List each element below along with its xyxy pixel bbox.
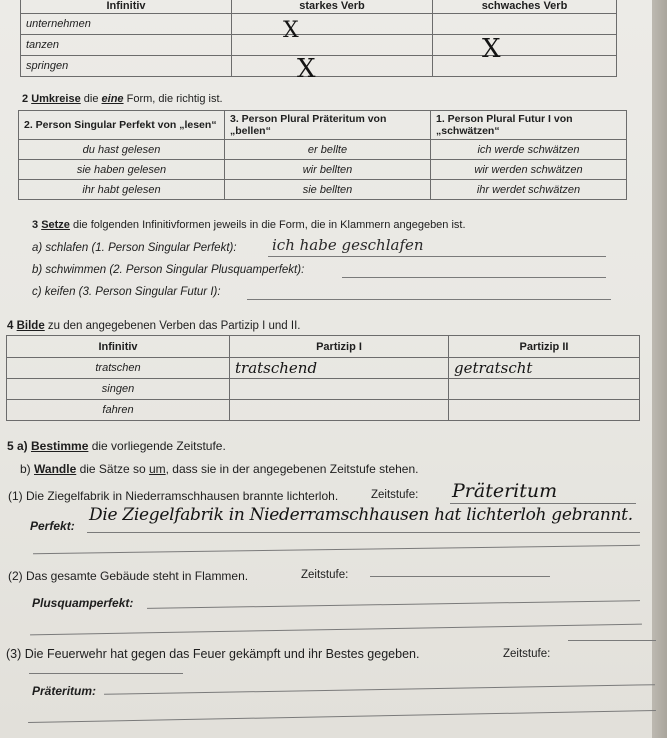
table-cell: unternehmen	[21, 14, 232, 35]
answer-line[interactable]	[568, 640, 656, 641]
table-cell: tanzen	[21, 35, 232, 56]
instruction-text: die	[80, 93, 102, 105]
col-header-bellen: 3. Person Plural Präteritum von „bellen“	[225, 111, 431, 140]
option-cell[interactable]: wir werden schwätzen	[431, 160, 627, 180]
instruction-text: die Sätze so	[76, 462, 149, 476]
answer-cell[interactable]	[230, 379, 449, 400]
perfekt-label: Perfekt:	[30, 519, 75, 533]
exercise-2-instruction	[22, 93, 223, 105]
option-cell[interactable]: sie bellten	[225, 180, 431, 200]
col-header-partizip-2: Partizip II	[449, 336, 640, 358]
exercise-number: 2	[22, 93, 29, 105]
instruction-verb: Wandle	[34, 462, 77, 476]
exercise-5b-instruction	[20, 462, 418, 476]
zeitstufe-answer[interactable]: Präteritum	[452, 480, 558, 502]
table-cell: fahren	[7, 400, 230, 421]
table-cell[interactable]	[433, 14, 617, 35]
cross-mark-springen: X	[297, 54, 316, 84]
exercise-4-instruction	[7, 320, 300, 332]
exercise-5a-instruction	[7, 439, 226, 453]
table-cell[interactable]	[433, 56, 617, 77]
praeteritum-label: Präteritum:	[32, 684, 97, 698]
sentence-3: (3) Die Feuerwehr hat gegen das Feuer gekämpft und ihr Bestes gegeben.	[6, 647, 420, 661]
table-cell[interactable]	[232, 56, 433, 77]
instruction-text: , dass sie in der angegebenen Zeitstufe stehen.	[165, 462, 419, 476]
col-header-strong: starkes Verb	[232, 0, 433, 14]
answer-cell[interactable]: getratscht	[449, 358, 640, 379]
instruction-verb: Setze	[41, 219, 70, 231]
item-c-label: c) keifen (3. Person Singular Futur I):	[32, 286, 221, 298]
perfekt-answer[interactable]: Die Ziegelfabrik in Niederramschhausen hat lichterloh gebrannt.	[89, 505, 633, 525]
answer-line	[268, 256, 606, 257]
answer-cell[interactable]: tratschend	[230, 358, 449, 379]
table-cell: singen	[7, 379, 230, 400]
instruction-emphasis: um	[148, 462, 166, 476]
exercise-label: b)	[20, 462, 35, 476]
answer-line	[29, 673, 183, 674]
option-cell[interactable]: sie haben gelesen	[19, 160, 225, 180]
answer-line	[450, 503, 636, 504]
item-a-label: a) schlafen (1. Person Singular Perfekt):	[32, 242, 237, 254]
cross-mark-unternehmen: X	[283, 18, 299, 43]
zeitstufe-label: Zeitstufe:	[503, 648, 551, 660]
col-header-lesen: 2. Person Singular Perfekt von „lesen“	[19, 111, 225, 140]
answer-cell[interactable]	[449, 400, 640, 421]
option-cell[interactable]: wir bellten	[225, 160, 431, 180]
zeitstufe-label: Zeitstufe:	[371, 489, 419, 501]
page-edge	[652, 0, 667, 738]
plusquamperfekt-label: Plusquamperfekt:	[32, 596, 134, 610]
verb-type-table	[20, 0, 617, 77]
table-cell[interactable]	[232, 35, 433, 56]
item-b-label: b) schwimmen (2. Person Singular Plusquamperfekt):	[32, 264, 305, 276]
option-cell[interactable]: ich werde schwätzen	[431, 140, 627, 160]
exercise-number: 4	[7, 320, 14, 332]
instruction-text: die folgenden Infinitivformen jeweils in die Form, die in Klammern angegeben ist.	[69, 219, 466, 231]
sentence-2: (2) Das gesamte Gebäude steht in Flammen.	[8, 569, 249, 583]
instruction-text: Form, die richtig ist.	[123, 93, 223, 105]
answer-cell[interactable]	[449, 379, 640, 400]
col-header-weak: schwaches Verb	[433, 0, 617, 14]
option-cell[interactable]: er bellte	[225, 140, 431, 160]
table-cell: springen	[21, 56, 232, 77]
instruction-emphasis: eine	[101, 93, 124, 105]
table-cell[interactable]	[433, 35, 617, 56]
participle-table	[6, 335, 640, 421]
exercise-3-instruction	[32, 219, 466, 231]
zeitstufe-label: Zeitstufe:	[301, 569, 349, 581]
instruction-verb: Bilde	[16, 320, 45, 332]
table-cell[interactable]	[232, 14, 433, 35]
instruction-verb: Umkreise	[31, 93, 81, 105]
col-header-infinitiv: Infinitiv	[7, 336, 230, 358]
exercise-number: 3	[32, 219, 39, 231]
conjugation-table	[18, 110, 627, 200]
sentence-1: (1) Die Ziegelfabrik in Niederramschhausen brannte lichterloh.	[8, 489, 339, 503]
option-cell[interactable]: du hast gelesen	[19, 140, 225, 160]
answer-cell[interactable]	[230, 400, 449, 421]
answer-line	[87, 532, 640, 533]
instruction-text: zu den angegebenen Verben das Partizip I und II.	[44, 320, 301, 332]
answer-line[interactable]	[247, 299, 611, 300]
exercise-number: 5 a)	[7, 439, 32, 453]
option-cell[interactable]: ihr werdet schwätzen	[431, 180, 627, 200]
answer-line[interactable]	[342, 277, 606, 278]
col-header-partizip-1: Partizip I	[230, 336, 449, 358]
answer-line[interactable]	[370, 576, 550, 577]
option-cell[interactable]: ihr habt gelesen	[19, 180, 225, 200]
cross-mark-tanzen: X	[482, 34, 501, 64]
col-header-infinitiv: Infinitiv	[21, 0, 232, 14]
col-header-schwaetzen: 1. Person Plural Futur I von „schwätzen“	[431, 111, 627, 140]
table-cell: tratschen	[7, 358, 230, 379]
answer-handwritten[interactable]: ich habe geschlafen	[272, 236, 424, 254]
instruction-text: die vorliegende Zeitstufe.	[88, 439, 226, 453]
instruction-verb: Bestimme	[31, 439, 89, 453]
